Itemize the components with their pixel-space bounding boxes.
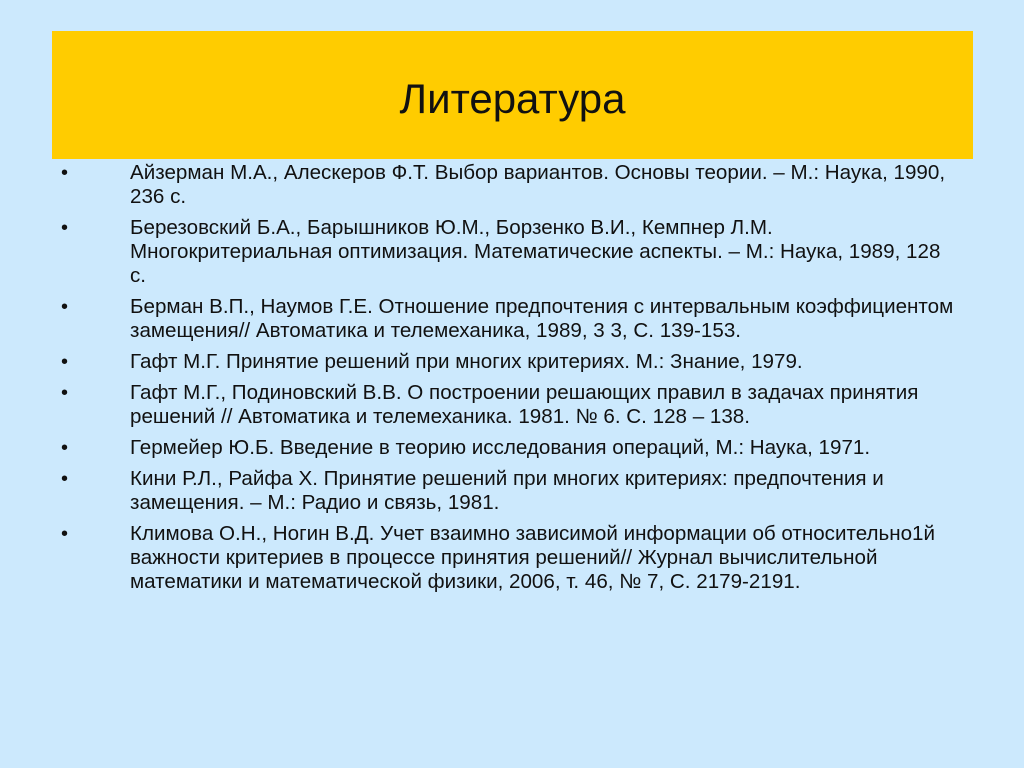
reference-list (0, 161, 1024, 601)
bullet-icon: • (61, 296, 69, 318)
bullet-icon: • (61, 468, 69, 490)
reference-text: Кини Р.Л., Райфа Х. Принятие решений при многих критериях: предпочтения и замещения. – М.: Радио и связь, 1981. (130, 467, 884, 514)
reference-item (0, 295, 1024, 343)
reference-item (0, 436, 1024, 460)
reference-text: Гафт М.Г. Принятие решений при многих критериях. М.: Знание, 1979. (130, 350, 803, 373)
reference-text: Гермейер Ю.Б. Введение в теорию исследования операций, М.: Наука, 1971. (130, 436, 871, 459)
reference-item (0, 381, 1024, 429)
reference-item (0, 216, 1024, 288)
bullet-icon: • (61, 217, 69, 239)
bullet-icon: • (61, 162, 69, 184)
reference-item (0, 161, 1024, 209)
bullet-icon: • (61, 437, 69, 459)
bullet-icon: • (61, 523, 69, 545)
bullet-icon: • (61, 351, 69, 373)
bullet-icon: • (61, 382, 69, 404)
reference-text: Березовский Б.А., Барышников Ю.М., Борзенко В.И., Кемпнер Л.М. Многокритериальная оптимизация. Математические аспекты. – М.: Наука, 1989, 128 с. (130, 216, 941, 287)
reference-item (0, 522, 1024, 594)
reference-item (0, 467, 1024, 515)
reference-text: Берман В.П., Наумов Г.Е. Отношение предпочтения с интервальным коэффициентом замещения// Автоматика и телемеханика, 1989, 3 3, С. 139-153. (130, 295, 954, 342)
reference-text: Гафт М.Г., Подиновский В.В. О построении решающих правил в задачах принятия решений // Автоматика и телемеханика. 1981. № 6. С. 128 – 138. (130, 381, 919, 428)
reference-text: Климова О.Н., Ногин В.Д. Учет взаимно зависимой информации об относительно1й важности критериев в процессе принятия решений// Журнал вычислительной математики и математической физики, 2006, т. 46, № 7, С. 2179-2191. (130, 522, 935, 593)
reference-item (0, 350, 1024, 374)
reference-text: Айзерман М.А., Алескеров Ф.Т. Выбор вариантов. Основы теории. – М.: Наука, 1990, 236 с. (130, 161, 946, 208)
slide-title: Литература (399, 75, 626, 122)
title-band (52, 31, 973, 159)
